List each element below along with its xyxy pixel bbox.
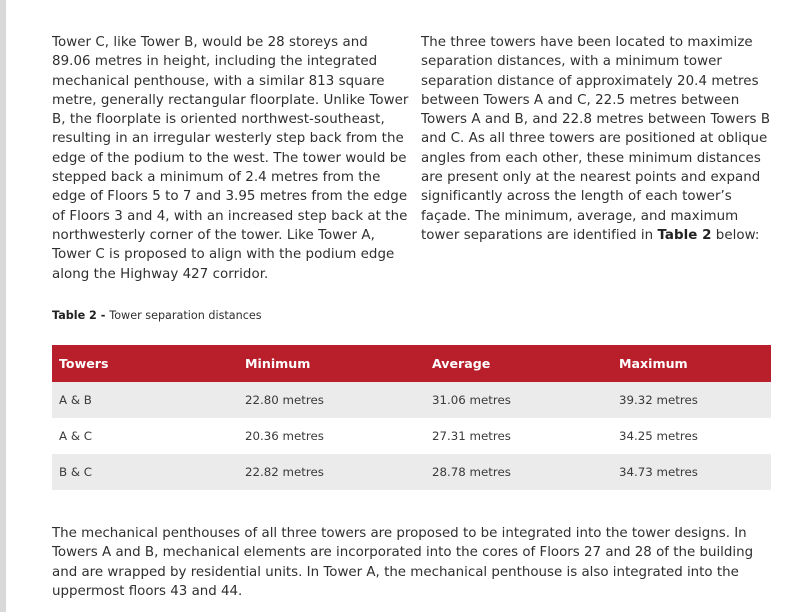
bottom-paragraph: The mechanical penthouses of all three towers are proposed to be integrated into the tower designs. In Towers A and B, mechanical elements are incorporated into the cores of Floors 27 and 28 of the building and are wrapped by residential units. In Tower A, the mechanical penthouse is also integrated into the uppermost floors 43 and 44. bbox=[52, 526, 754, 599]
cell-towers: A & C bbox=[52, 418, 238, 454]
table-row bbox=[52, 454, 771, 490]
cell-minimum: 22.80 metres bbox=[238, 382, 425, 418]
table-row bbox=[52, 382, 771, 418]
cell-minimum: 22.82 metres bbox=[238, 454, 425, 490]
cell-towers: B & C bbox=[52, 454, 238, 490]
cell-maximum: 39.32 metres bbox=[612, 382, 771, 418]
tower-separation-table bbox=[52, 345, 771, 490]
table-header-row bbox=[52, 345, 771, 382]
cell-average: 28.78 metres bbox=[425, 454, 612, 490]
cell-average: 31.06 metres bbox=[425, 382, 612, 418]
table-caption-label: Table 2 - bbox=[52, 309, 110, 322]
header-minimum: Minimum bbox=[238, 345, 425, 382]
cell-towers: A & B bbox=[52, 382, 238, 418]
header-average: Average bbox=[425, 345, 612, 382]
table-row bbox=[52, 418, 771, 454]
header-towers: Towers bbox=[52, 345, 238, 382]
right-column-paragraph bbox=[421, 33, 776, 245]
cell-average: 27.31 metres bbox=[425, 418, 612, 454]
cell-minimum: 20.36 metres bbox=[238, 418, 425, 454]
right-paragraph-text: The three towers have been located to maximize separation distances, with a minimum tower separation distance of approximately 20.4 metres between Towers A and C, 22.5 metres between Towers A and B, and 22.8 metres between Towers B and C. As all three towers are positioned at oblique angles from each other, these minimum distances are present only at the nearest points and expand significantly across the length of each tower’s façade. The minimum, average, and maximum tower separations are identified in bbox=[421, 35, 771, 243]
page-edge-rule bbox=[0, 0, 6, 612]
right-paragraph-end: below: bbox=[711, 227, 760, 243]
left-column-paragraph: Tower C, like Tower B, would be 28 storeys and 89.06 metres in height, including the integrated mechanical penthouse, with a similar 813 square metre, generally rectangular floorplate. Unlike Tower B, the floorplate is oriented northwest-southeast, resulting in an irregular westerly step back from the edge of the podium to the west. The tower would be stepped back a minimum of 2.4 metres from the edge of Floors 5 to 7 and 3.95 metres from the edge of Floors 3 and 4, with an increased step back at the northwesterly corner of the tower. Like Tower A, Tower C is proposed to align with the podium edge along the Highway 427 corridor. bbox=[52, 35, 409, 282]
header-maximum: Maximum bbox=[612, 345, 771, 382]
table-reference: Table 2 bbox=[657, 227, 712, 243]
cell-maximum: 34.73 metres bbox=[612, 454, 771, 490]
table-caption-text: Tower separation distances bbox=[109, 309, 262, 322]
cell-maximum: 34.25 metres bbox=[612, 418, 771, 454]
table-caption bbox=[52, 309, 262, 322]
